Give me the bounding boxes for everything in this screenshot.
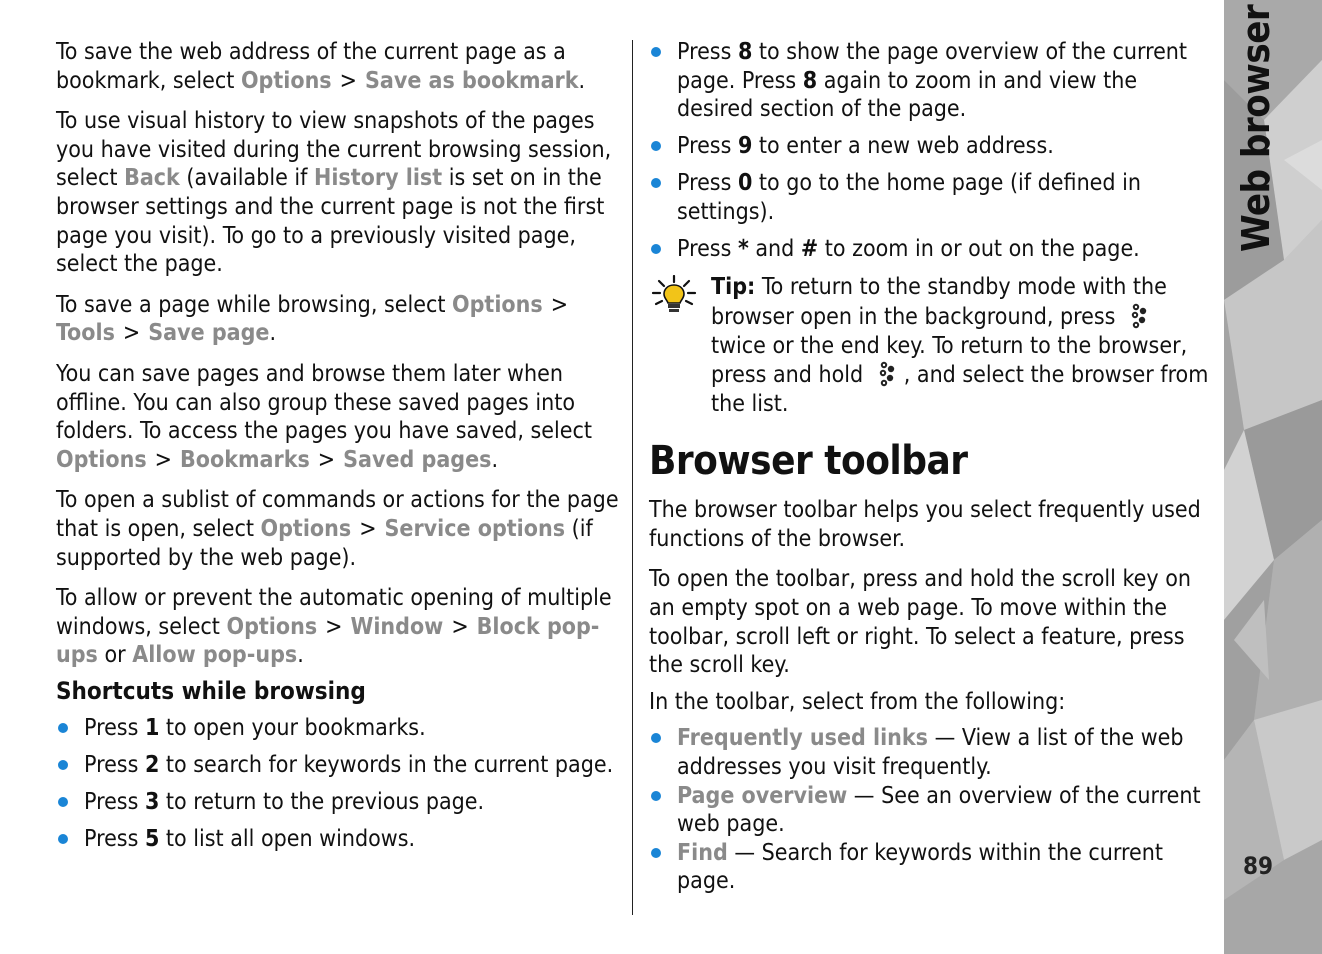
paragraph-toolbar-open: To open the toolbar, press and hold the scroll key on an empty spot on a web page. To move within the toolbar, scroll left or right. To select a feature, press the scroll key. <box>649 566 1191 679</box>
shortcuts-list <box>56 714 622 854</box>
tip-box: Tip: To return to the standby mode with the browser open in the background, press twice or the end key. To return to the browser, press and hold , and select the browser from the list. <box>649 273 1214 418</box>
right-column <box>649 38 1214 906</box>
bullet-icon <box>58 797 68 807</box>
menu-separator: > <box>325 613 343 640</box>
menu-back: Back <box>124 165 180 192</box>
menu-service-options: Service options <box>384 515 566 542</box>
shortcuts-list-continued <box>649 38 1214 263</box>
list-item: Press 8 to show the page overview of the current page. Press 8 again to zoom in and view the desired section of the page. <box>649 38 1214 124</box>
menu-key-icon <box>1128 302 1150 330</box>
list-item: Press 3 to return to the previous page. <box>56 788 622 817</box>
list-item: Press 1 to open your bookmarks. <box>56 714 622 743</box>
menu-options: Options <box>56 446 147 473</box>
menu-allow-pop-ups: Allow pop-ups <box>132 642 298 669</box>
shortcuts-heading: Shortcuts while browsing <box>56 676 366 705</box>
bullet-icon <box>651 791 661 801</box>
bullet-icon <box>651 244 661 254</box>
paragraph-pop-ups: To allow or prevent the automatic opening of multiple windows, select Options > Window > Block pop-ups or Allow pop-ups. <box>56 585 612 669</box>
menu-separator: > <box>122 320 141 347</box>
lightbulb-icon <box>651 275 697 315</box>
bullet-icon <box>651 141 661 151</box>
menu-options: Options <box>260 515 352 542</box>
list-item: Page overview — See an overview of the current web page. <box>649 782 1214 839</box>
menu-saved-pages: Saved pages <box>343 446 492 473</box>
menu-history-list: History list <box>314 165 443 192</box>
menu-separator: > <box>339 67 357 94</box>
menu-window: Window <box>350 613 444 640</box>
paragraph-toolbar-select: In the toolbar, select from the following: <box>649 688 1066 715</box>
list-item: Press * and # to zoom in or out on the page. <box>649 235 1214 264</box>
paragraph-saved-pages: You can save pages and browse them later when offline. You can also group these saved pages into folders. To access the pages you have saved, select Options > Bookmarks > Saved pages. <box>56 360 592 473</box>
bullet-icon <box>651 733 661 743</box>
menu-key-icon <box>876 360 898 388</box>
list-item: Press 0 to go to the home page (if defined in settings). <box>649 169 1214 226</box>
tip-label: Tip: <box>711 274 756 301</box>
bullet-icon <box>651 848 661 858</box>
paragraph-visual-history: To use visual history to view snapshots of the pages you have visited during the current browsing session, select Back (available if History list is set on in the browser settings and the current page is not the first page you visit). To go to a previously visited page, select the page. <box>56 108 612 278</box>
menu-separator: > <box>154 446 172 473</box>
list-item: Press 5 to list all open windows. <box>56 825 622 854</box>
menu-options: Options <box>226 613 318 640</box>
menu-separator: > <box>451 613 469 640</box>
menu-block-pop-ups: Block pop-ups <box>56 613 600 669</box>
menu-bookmarks: Bookmarks <box>180 446 310 473</box>
column-divider <box>632 40 633 915</box>
bullet-icon <box>58 723 68 733</box>
chapter-title: Web browser <box>1234 4 1278 252</box>
feature-page-overview: Page overview <box>677 782 848 809</box>
paragraph-toolbar-intro: The browser toolbar helps you select frequently used functions of the browser. <box>649 497 1201 552</box>
bullet-icon <box>58 760 68 770</box>
feature-find: Find <box>677 839 728 866</box>
menu-separator: > <box>359 515 377 542</box>
bullet-icon <box>651 178 661 188</box>
bullet-icon <box>58 834 68 844</box>
bullet-icon <box>651 47 661 57</box>
paragraph-service-options: To open a sublist of commands or actions for the page that is open, select Options > Service options (if supported by the web page). <box>56 487 619 571</box>
menu-options: Options <box>452 291 543 318</box>
menu-save-as-bookmark: Save as bookmark <box>364 67 579 94</box>
paragraph-save-bookmark: To save the web address of the current page as a bookmark, select Options > Save as bookmark. <box>56 39 586 94</box>
paragraph-save-page: To save a page while browsing, select Options > Tools > Save page. <box>56 291 622 348</box>
toolbar-features-list <box>649 724 1214 896</box>
menu-separator: > <box>317 446 336 473</box>
list-item: Press 2 to search for keywords in the current page. <box>56 751 622 780</box>
menu-separator: > <box>550 291 569 318</box>
list-item: Frequently used links — View a list of the web addresses you visit frequently. <box>649 724 1214 781</box>
list-item: Press 9 to enter a new web address. <box>649 132 1214 161</box>
feature-frequently-used-links: Frequently used links <box>677 725 928 752</box>
menu-save-page: Save page <box>148 320 270 347</box>
left-column <box>56 38 622 863</box>
menu-tools: Tools <box>56 320 115 347</box>
page-number: 89 <box>1243 852 1274 880</box>
list-item: Find — Search for keywords within the current page. <box>649 839 1214 896</box>
menu-options: Options <box>240 67 332 94</box>
section-title-browser-toolbar: Browser toolbar <box>649 438 968 485</box>
